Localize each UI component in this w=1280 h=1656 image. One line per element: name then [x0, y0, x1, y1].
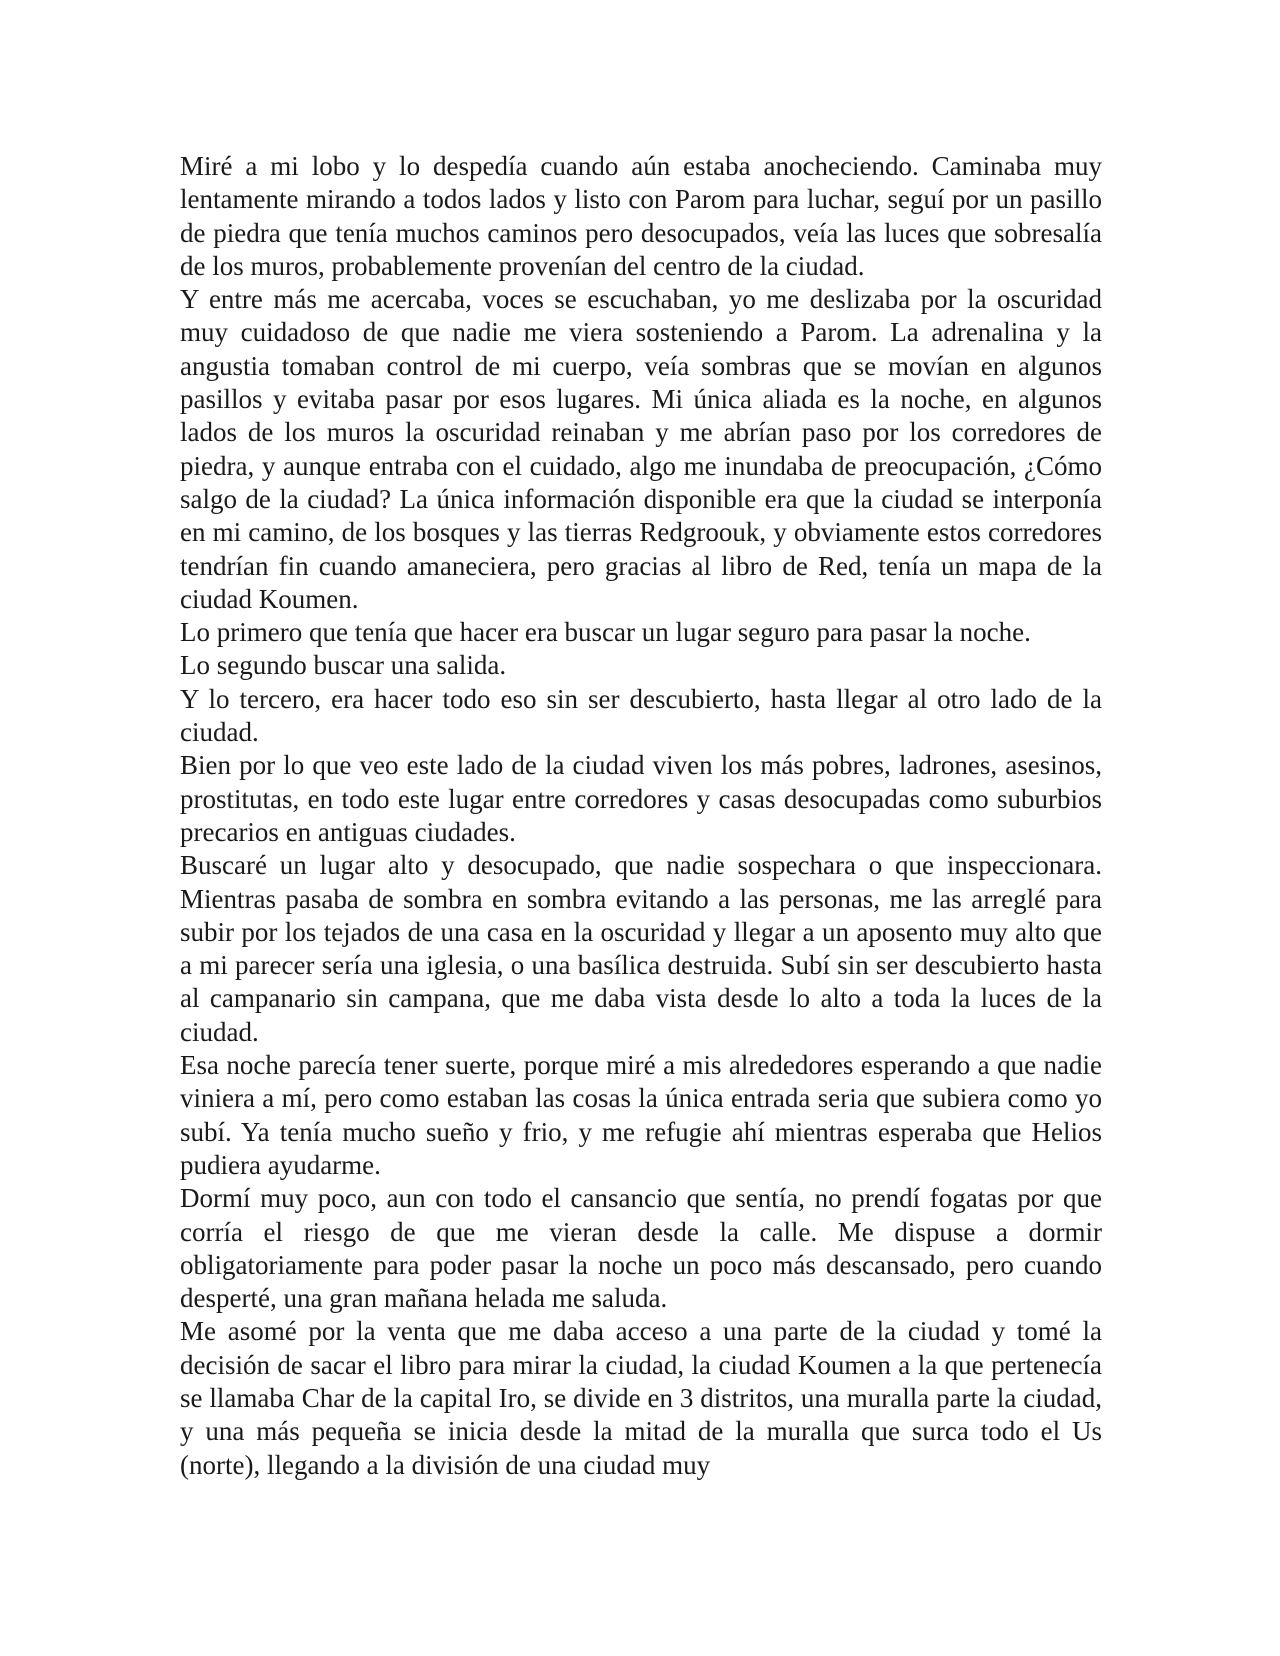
- paragraph-1: Miré a mi lobo y lo despedía cuando aún estaba anocheciendo. Caminaba muy lentamente mirando a todos lados y listo con Parom para luchar, seguí por un pasillo de piedra que tenía muchos caminos pero desocupados, veía las luces que sobresalía de los muros, probablemente provenían del centro de la ciudad.: [180, 151, 1102, 281]
- paragraph-9: Dormí muy poco, aun con todo el cansancio que sentía, no prendí fogatas por que corría el riesgo de que me vieran desde la calle. Me dispuse a dormir obligatoriamente para poder pasar la noche un poco más descansado, pero cuando desperté, una gran mañana helada me saluda.: [180, 1183, 1102, 1314]
- body-text: [180, 150, 1102, 1482]
- paragraph-4: Lo segundo buscar una salida.: [180, 650, 507, 681]
- paragraph-5: Y lo tercero, era hacer todo eso sin ser descubierto, hasta llegar al otro lado de la ciudad.: [180, 683, 1102, 748]
- paragraph-6: Bien por lo que veo este lado de la ciudad viven los más pobres, ladrones, asesinos, prostitutas, en todo este lugar entre corredores y casas desocupadas como suburbios precarios en antiguas ciudades.: [180, 750, 1102, 847]
- paragraph-2: Y entre más me acercaba, voces se escuchaban, yo me deslizaba por la oscuridad muy cuidadoso de que nadie me viera sosteniendo a Parom. La adrenalina y la angustia tomaban control de mi cuerpo, veía sombras que se movían en algunos pasillos y evitaba pasar por esos lugares. Mi única aliada es la noche, en algunos lados de los muros la oscuridad reinaban y me abrían paso por los corredores de piedra, y aunque entraba con el cuidado, algo me inundaba de preocupación, ¿Cómo salgo de la ciudad? La única información disponible era que la ciudad se interponía en mi camino, de los bosques y las tierras Redgroouk, y obviamente estos corredores tendrían fin cuando amaneciera, pero gracias al libro de Red, tenía un mapa de la ciudad Koumen.: [180, 284, 1102, 614]
- paragraph-8: Esa noche parecía tener suerte, porque miré a mis alrededores esperando a que nadie viniera a mí, pero como estaban las cosas la única entrada seria que subiera como yo subí. Ya tenía mucho sueño y frio, y me refugie ahí mientras esperaba que Helios pudiera ayudarme.: [180, 1050, 1102, 1180]
- paragraph-7: Buscaré un lugar alto y desocupado, que nadie sospechara o que inspeccionara. Mientras pasaba de sombra en sombra evitando a las personas, me las arreglé para subir por los tejados de una casa en la oscuridad y llegar a un aposento muy alto que a mi parecer sería una iglesia, o una basílica destruida. Subí sin ser descubierto hasta al campanario sin campana, que me daba vista desde lo alto a toda la luces de la ciudad.: [180, 850, 1102, 1047]
- paragraph-3: Lo primero que tenía que hacer era buscar un lugar seguro para pasar la noche.: [180, 617, 1031, 648]
- paragraph-10: Me asomé por la venta que me daba acceso a una parte de la ciudad y tomé la decisión de sacar el libro para mirar la ciudad, la ciudad Koumen a la que pertenecía se llamaba Char de la capital Iro, se divide en 3 distritos, una muralla parte la ciudad, y una más pequeña se inicia desde la mitad de la muralla que surca todo el Us (norte), llegando a la división de una ciudad muy: [180, 1316, 1102, 1480]
